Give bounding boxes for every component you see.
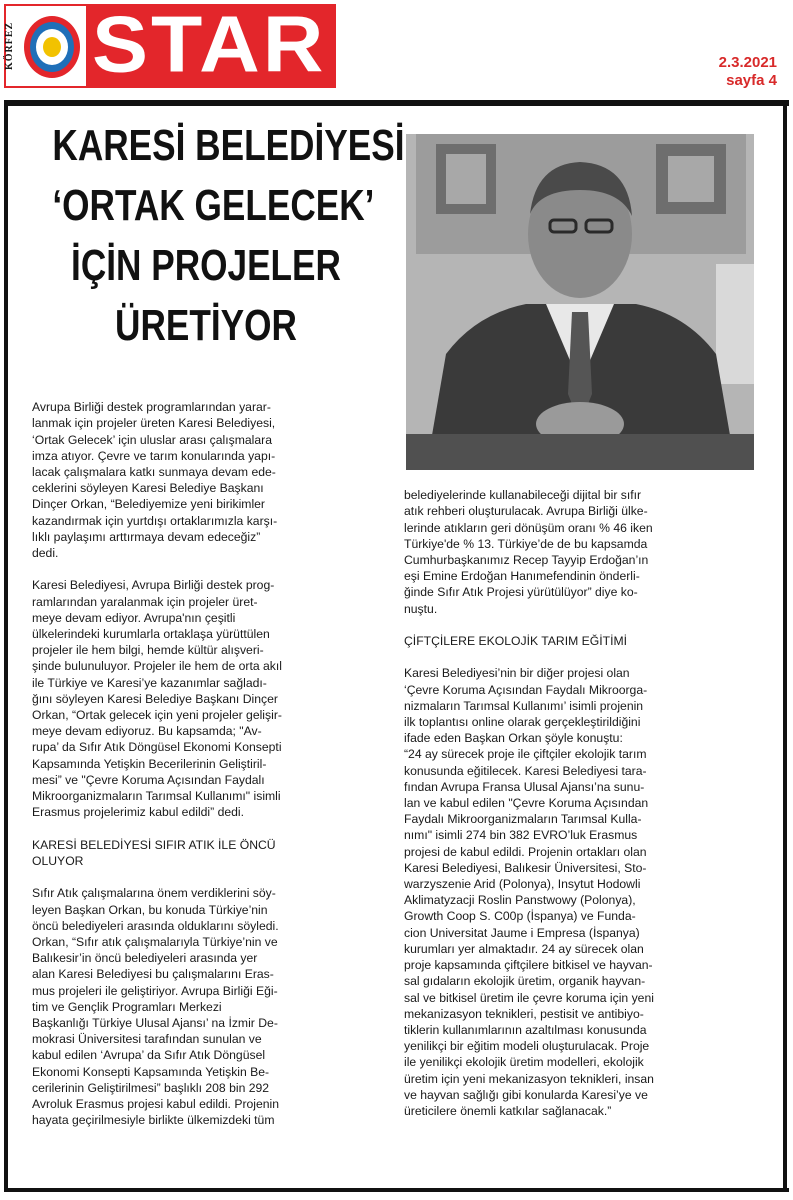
paragraph: Karesi Belediyesi, Avrupa Birliği destek prog- ramlarından yaralanmak için projeler üret- meye devam ediyor. Avrupa'nın çeşitli ülkelerindeki kurumlarla ortaklaşa yürüttülen projeler ile hem bilgi, hemde kültür alışveri- şinde bulunuluyor. Projeler ile hem de orta akıl ile Türkiye ve Karesi’ye kazanımlar sağladı- ğını söyleyen Karesi Belediye Başkanı Dinçer Orkan, “Ortak gelecek için yeni projeler gelişir- meye devam ediyoruz. Bu kapsamda; "Av- rupa’ da Sıfır Atık Döngüsel Ekonomi Konsepti Kapsamında Yetişkin Becerilerinin Geliştiril- mesi” ve "Çevre Koruma Açısından Faydalı Mikroorganizmaların Tarımsal Kullanımı" isimli Erasmus projelerimiz kabul edildi” dedi. — [32, 578, 282, 820]
page-number: sayfa 4 — [726, 72, 777, 89]
paragraph: Karesi Belediyesi’nin bir diğer projesi olan ‘Çevre Koruma Açısından Faydalı Mikroorga- nizmaların Tarımsal Kullanımı’ isimli projenin ilk toplantısı online olarak gerçekleştirildiğini ifade eden Başkan Orkan şöyle konuştu: “24 ay sürecek proje ile çiftçiler ekolojik tarım konusunda eğitilecek. Karesi Belediyesi tara- fından Avrupa Fransa Ulusal Ajansı’na sunu- lan ve kabul edilen "Çevre Koruma Açısından Faydalı Mikroorganizmaların Tarımsal Kulla- nımı" isimli 274 bin 382 EVRO’luk Erasmus projesi de kabul edildi. Projenin ortakları olan Karesi Belediyesi, Balıkesir Üniversitesi, Sto- warzyszenie Arid (Polonya), Insytut Hodowli Aklimatyzacji Roslin Panstwowy (Polonya), Growth Coop S. C00p (İspanya) ve Funda- cion Universitat Jaume i Empresa (İspanya) kurumları yer almaktadır. 24 ay sürecek olan proje kapsamında çiftçilere bitkisel ve hayvan- sal gıdaların ekolojik üretim, organik hayvan- sal ve bitkisel üretim ile çevre koruma için yeni mekanizasyon teknikleri, pestisit ve antibiyo- tiklerin kullanımlarının azaltılması konusunda yenilikçi bir eğitim modeli oluşturulacak. Proje ile yenilikçi ekolojik üretim modelleri, ekolojik üretim için yeni mekanizasyon teknikleri, insan ve hayvan sağlığı gibi konularda Karesi’ye ve üreticilere önemli katkılar sağlanacak.” — [404, 666, 654, 1118]
headline-line: ‘ORTAK GELECEK’ — [52, 181, 375, 230]
frame-bottom-rule — [4, 1188, 789, 1192]
article-headline — [14, 116, 405, 356]
paragraph: Avrupa Birliği destek programlarından yarar- lanmak için projeler üreten Karesi Belediyesi, ‘Ortak Gelecek’ için uluslar arası çalışmalara imza atıyor. Çevre ve tarım konularında yapı- lacak çalışmalara katkı sunmaya devam ede- ceklerini söyleyen Karesi Belediye Başkanı Dinçer Orkan, “Belediyemize yeni birikimler kazandırmak için yurtdışı ortaklarımızla karşı- lıklı paylaşımı arttırmaya devam edeceğiz” dedi. — [32, 400, 278, 561]
article-column-right — [404, 471, 760, 1135]
logo-emblem-panel — [6, 6, 86, 86]
logo-wordmark: STAR — [92, 0, 327, 89]
frame-right-rule — [783, 100, 787, 1192]
mayor-photo — [406, 134, 754, 470]
paragraph: belediyelerinde kullanabileceği dijital bir sıfır atık rehberi oluşturulacak. Avrupa Birliği ülke- lerinde atıkların geri dönüşüm oranı % 46 iken Türkiye'de % 13. Türkiye’de de bu kapsamda Cumhurbaşkanımız Recep Tayyip Erdoğan’ın eşi Emine Erdoğan Hanımefendinin önderli- ğinde Sıfır Atık Projesi yürütülüyor” diye ko- nuştu. — [404, 488, 653, 616]
headline-line: İÇİN PROJELER — [71, 241, 341, 290]
issue-info — [719, 54, 777, 90]
frame-left-rule — [4, 100, 8, 1192]
target-emblem-icon — [22, 14, 82, 80]
headline-line: ÜRETİYOR — [115, 301, 297, 350]
headline-line: KARESİ BELEDİYESİ — [52, 121, 405, 170]
portrait-image — [406, 134, 754, 470]
frame-top-rule — [4, 100, 789, 106]
issue-date: 2.3.2021 — [718, 54, 777, 71]
masthead — [0, 0, 793, 100]
section-subheading: ÇİFTÇİLERE EKOLOJİK TARIM EĞİTİMİ — [404, 634, 628, 649]
korfez-label: KÖRFEZ — [4, 21, 15, 71]
article-column-left — [32, 383, 392, 1145]
paragraph: Sıfır Atık çalışmalarına önem verdiklerini söy- leyen Başkan Orkan, bu konuda Türkiye’nin öncü belediyeleri arasında olduklarını söyledi. Orkan, “Sıfır atık çalışmalarıyla Türkiye’nin ve Balıkesir’in öncü belediyeleri arasında yer alan Karesi Belediyesi bu çalışmalarını Eras- mus projeleri ile geliştiriyor. Avrupa Birliği Eği- tim ve Gençlik Programları Merkezi Başkanlığı Türkiye Ulusal Ajansı’ na İzmir De- mokrasi Üniversitesi tarafından sunulan ve kabul edilen ‘Avrupa’ da Sıfır Atık Döngüsel Ekonomi Konsepti Kapsamında Yetişkin Be- cerilerinin Geliştirilmesi” başlıklı 208 bin 292 Avroluk Erasmus projesi kabul edildi. Projenin hayata geçirilmesiyle birlikte ülkemizdeki tüm — [32, 886, 280, 1128]
star-logo — [4, 0, 336, 89]
section-subheading: KARESİ BELEDİYESİ SIFIR ATIK İLE ÖNCÜ OLUYOR — [32, 837, 276, 868]
